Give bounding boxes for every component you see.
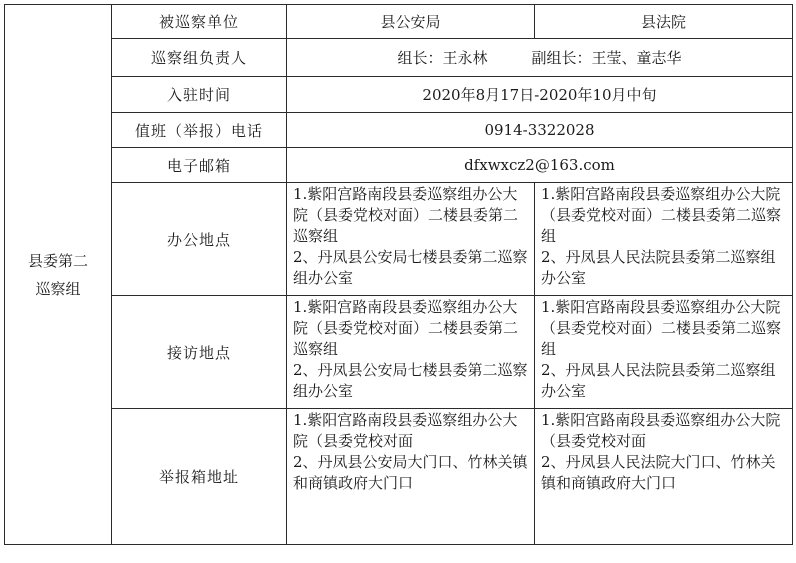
visit-police <box>287 296 535 409</box>
row-phone <box>5 113 793 148</box>
row-mailbox <box>5 409 793 545</box>
unit-court: 县法院 <box>535 5 793 39</box>
deputy-leader: 副组长：王莹、童志华 <box>531 49 682 67</box>
mailbox-court <box>535 409 793 545</box>
mailbox-court-line2: 2、丹凤县人民法院大门口、竹林关镇和商镇政府大门口 <box>541 453 776 492</box>
inspection-info-table <box>4 4 793 545</box>
visit-police-line1: 1.紫阳宫路南段县委巡察组办公大院（县委党校对面）二楼县委第二巡察组 <box>293 298 519 358</box>
leader-label: 巡察组负责人 <box>112 39 287 77</box>
time-label: 入驻时间 <box>112 77 287 113</box>
office-court-line2: 2、丹凤县人民法院县委第二巡察组办公室 <box>541 248 776 287</box>
office-police-line2: 2、丹凤县公安局七楼县委第二巡察组办公室 <box>293 248 528 287</box>
office-police-line1: 1.紫阳宫路南段县委巡察组办公大院（县委党校对面）二楼县委第二巡察组 <box>293 185 519 245</box>
visit-label: 接访地点 <box>112 296 287 409</box>
unit-police: 县公安局 <box>287 5 535 39</box>
group-leader: 组长：王永林 <box>397 49 488 67</box>
leader-cell <box>287 39 793 77</box>
row-office <box>5 183 793 296</box>
group-name-line2: 巡察组 <box>35 279 81 298</box>
group-name-line1: 县委第二 <box>27 251 88 270</box>
visit-court-line2: 2、丹凤县人民法院县委第二巡察组办公室 <box>541 361 776 400</box>
time-value: 2020年8月17日-2020年10月中旬 <box>287 77 793 113</box>
mailbox-police <box>287 409 535 545</box>
phone-value: 0914-3322028 <box>287 113 793 148</box>
row-leader <box>5 39 793 77</box>
office-court <box>535 183 793 296</box>
row-email <box>5 148 793 183</box>
office-label: 办公地点 <box>112 183 287 296</box>
mailbox-label: 举报箱地址 <box>112 409 287 545</box>
row-time <box>5 77 793 113</box>
email-label: 电子邮箱 <box>112 148 287 183</box>
mailbox-police-line2: 2、丹凤县公安局大门口、竹林关镇和商镇政府大门口 <box>293 453 528 492</box>
unit-label: 被巡察单位 <box>112 5 287 39</box>
group-name-cell <box>5 5 112 545</box>
visit-police-line2: 2、丹凤县公安局七楼县委第二巡察组办公室 <box>293 361 528 400</box>
mailbox-court-line1: 1.紫阳宫路南段县委巡察组办公大院（县委党校对面 <box>541 411 781 450</box>
row-unit <box>5 5 793 39</box>
office-police <box>287 183 535 296</box>
mailbox-police-line1: 1.紫阳宫路南段县委巡察组办公大院（县委党校对面 <box>293 411 518 450</box>
phone-label: 值班（举报）电话 <box>112 113 287 148</box>
visit-court-line1: 1.紫阳宫路南段县委巡察组办公大院（县委党校对面）二楼县委第二巡察组 <box>541 298 782 358</box>
row-visit <box>5 296 793 409</box>
office-court-line1: 1.紫阳宫路南段县委巡察组办公大院（县委党校对面）二楼县委第二巡察组 <box>541 185 782 245</box>
email-value: dfxwxcz2@163.com <box>287 148 793 183</box>
visit-court <box>535 296 793 409</box>
